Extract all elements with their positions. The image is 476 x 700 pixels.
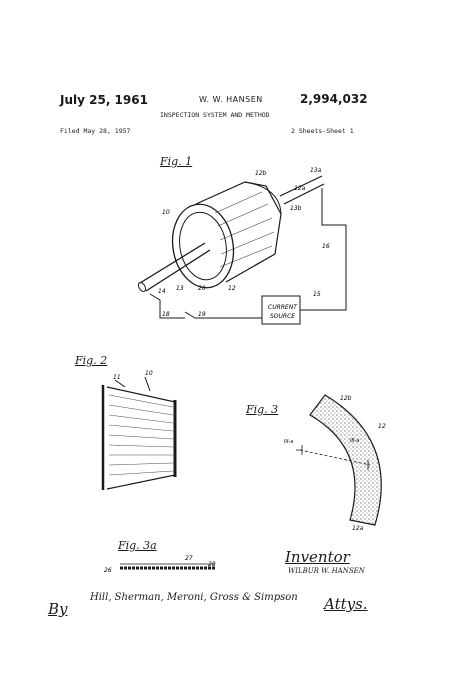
- inventor-heading: Inventor: [285, 548, 350, 566]
- current-source-label-2: SOURCE: [270, 313, 296, 320]
- attorneys-signature: Hill, Sherman, Meroni, Gross & Simpson: [90, 592, 298, 603]
- fig2-ref-10: 10: [145, 370, 153, 377]
- fig3-ref-12a: 12a: [352, 525, 364, 532]
- fig1-ref-14: 15: [313, 291, 321, 298]
- fig1-ref-18: 19: [198, 311, 206, 318]
- sheet-count: 2 Sheets-Sheet 1: [291, 127, 354, 135]
- fig1-ref-16: 18: [162, 311, 170, 318]
- fig1-ref-13b: 14: [158, 288, 166, 295]
- fig1-ref-15: 16: [322, 243, 330, 250]
- fig1-ref-19: 13: [176, 285, 184, 292]
- fig3a-label: Fig. 3a: [118, 539, 157, 552]
- fig1-ref-13a: 13b: [290, 205, 302, 212]
- fig1-ref-20: 20: [198, 285, 206, 292]
- fig3-section-mark-left: III-a: [284, 439, 294, 445]
- fig3-label: Fig. 3: [246, 403, 279, 416]
- fig3-drawing: [280, 390, 390, 535]
- inventor-name-header: W. W. HANSEN: [199, 95, 263, 104]
- current-source-label-1: CURRENT: [268, 304, 297, 311]
- by-label: By: [48, 600, 68, 618]
- fig1-ref-13: 13a: [310, 167, 322, 174]
- fig2-label: Fig. 2: [75, 354, 108, 367]
- fig3a-ref-27: 27: [185, 555, 193, 562]
- fig2-ref-11: 11: [113, 374, 121, 381]
- filed-date: Filed May 28, 1957: [60, 127, 131, 135]
- fig1-ref-12: 12: [228, 285, 236, 292]
- fig3-ref-12b: 12b: [340, 395, 352, 402]
- fig1-label: Fig. 1: [160, 155, 193, 168]
- attys-label: Attys.: [324, 595, 368, 613]
- fig1-ref-12b: 12b: [255, 170, 267, 177]
- fig2-drawing: [95, 365, 195, 500]
- inventor-signature-name: WILBUR W. HANSEN: [288, 567, 365, 575]
- patent-number: 2,994,032: [300, 92, 368, 106]
- patent-date: July 25, 1961: [60, 93, 148, 107]
- fig3a-ref-28: 28: [208, 561, 216, 568]
- patent-title: INSPECTION SYSTEM AND METHOD: [160, 111, 270, 119]
- fig3a-drawing: [100, 550, 230, 580]
- fig3-section-mark-right: III-a: [350, 438, 360, 444]
- fig1-ref-12a: 12a: [294, 185, 306, 192]
- fig1-ref-10: 10: [162, 209, 170, 216]
- fig3-ref-12: 12: [378, 423, 386, 430]
- fig3a-ref-26: 26: [104, 567, 112, 574]
